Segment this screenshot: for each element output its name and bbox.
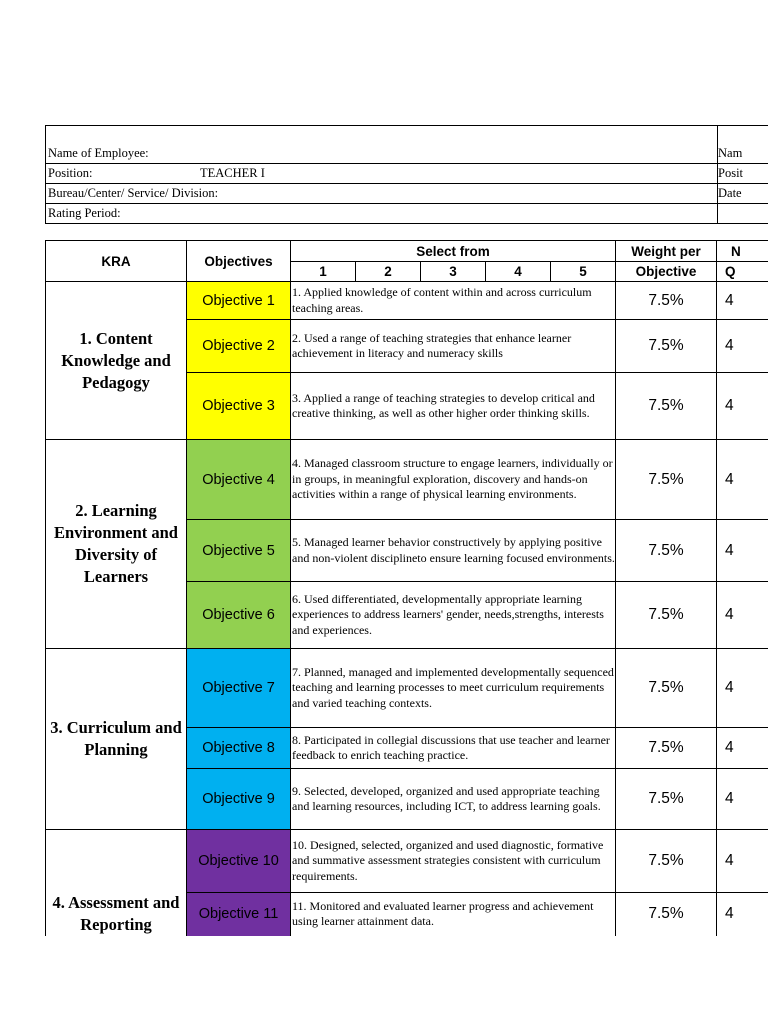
scale-4-header: 4 [486, 262, 551, 282]
review-date-label: Date [718, 186, 742, 200]
rater-extra-row [716, 203, 768, 224]
objective-11-label: Objective 11 [187, 892, 291, 936]
partial-column-header: N [717, 241, 768, 262]
objective-6-description: 6. Used differentiated, developmentally appropriate learning experiences to address learners' gender, needs,strengths, interests and experiences. [291, 582, 616, 649]
objective-6-weight: 7.5% [616, 582, 717, 649]
kra-4-title: 4. Assessment and Reporting [46, 830, 187, 937]
objective-2-label: Objective 2 [187, 320, 291, 373]
objective-10-weight: 7.5% [616, 830, 717, 893]
scale-1-header: 1 [291, 262, 356, 282]
rating-period-row [46, 203, 717, 224]
objective-5-quality: 4 [717, 520, 768, 582]
scale-5-header: 5 [551, 262, 616, 282]
kra-2-title: 2. Learning Environment and Diversity of Learners [46, 440, 187, 649]
objectives-column-header: Objectives [187, 241, 291, 282]
rating-period-label: Rating Period: [48, 206, 121, 220]
rater-info-block [716, 125, 768, 224]
objective-11-weight: 7.5% [616, 892, 717, 936]
position-value[interactable]: TEACHER I [200, 166, 265, 180]
objective-6-quality: 4 [717, 582, 768, 649]
objective-4-description: 4. Managed classroom structure to engage learners, individually or in groups, in meaningful exploration, discovery and hands-on activities within a range of physical learning environments. [291, 440, 616, 520]
objective-6-label: Objective 6 [187, 582, 291, 649]
rater-position-label: Posit [718, 166, 744, 180]
objective-2-description: 2. Used a range of teaching strategies that enhance learner achievement in literacy and numeracy skills [291, 320, 616, 373]
objective-3-weight: 7.5% [616, 373, 717, 440]
objective-9-quality: 4 [717, 769, 768, 830]
quality-subheader: Q [717, 262, 768, 282]
review-date-row [716, 183, 768, 204]
objective-8-weight: 7.5% [616, 728, 717, 769]
objective-11-quality: 4 [717, 892, 768, 936]
employee-name-row [46, 143, 717, 164]
objective-1-quality: 4 [717, 282, 768, 320]
division-row [46, 183, 717, 204]
objective-2-quality: 4 [717, 320, 768, 373]
division-label: Bureau/Center/ Service/ Division: [48, 186, 219, 200]
objective-8-description: 8. Participated in collegial discussions that use teacher and learner feedback to enrich teaching practice. [291, 728, 616, 769]
weight-header-line1: Weight per [616, 241, 717, 262]
objective-8-quality: 4 [717, 728, 768, 769]
objective-10-quality: 4 [717, 830, 768, 893]
objective-3-label: Objective 3 [187, 373, 291, 440]
objective-8-label: Objective 8 [187, 728, 291, 769]
kra-table [45, 240, 768, 936]
rater-name-row [716, 143, 768, 164]
objective-7-weight: 7.5% [616, 649, 717, 728]
scale-3-header: 3 [421, 262, 486, 282]
objective-11-description: 11. Monitored and evaluated learner progress and achievement using learner attainment data. [291, 892, 616, 936]
table-row [46, 282, 768, 320]
position-row [46, 163, 717, 184]
kra-3-title: 3. Curriculum and Planning [46, 649, 187, 830]
scale-2-header: 2 [356, 262, 421, 282]
kra-column-header: KRA [46, 241, 187, 282]
objective-1-label: Objective 1 [187, 282, 291, 320]
objective-4-label: Objective 4 [187, 440, 291, 520]
table-row [46, 649, 768, 728]
objective-5-description: 5. Managed learner behavior constructively by applying positive and non-violent disciplineto ensure learning focused environments. [291, 520, 616, 582]
objective-10-description: 10. Designed, selected, organized and used diagnostic, formative and summative assessment strategies consistent with curriculum requirements. [291, 830, 616, 893]
objective-5-weight: 7.5% [616, 520, 717, 582]
objective-3-quality: 4 [717, 373, 768, 440]
weight-header-line2: Objective [616, 262, 717, 282]
table-header-row [46, 241, 768, 262]
table-row [46, 440, 768, 520]
select-from-header: Select from [291, 241, 616, 262]
objective-1-weight: 7.5% [616, 282, 717, 320]
employee-name-label: Name of Employee: [48, 146, 149, 160]
objective-7-description: 7. Planned, managed and implemented developmentally sequenced teaching and learning processes to meet curriculum requirements and varied teaching contexts. [291, 649, 616, 728]
rater-name-label: Nam [718, 146, 743, 160]
table-row [46, 830, 768, 893]
objective-4-weight: 7.5% [616, 440, 717, 520]
objective-9-description: 9. Selected, developed, organized and used appropriate teaching and learning resources, including ICT, to address learning goals. [291, 769, 616, 830]
appraisal-sheet [45, 125, 768, 936]
objective-9-weight: 7.5% [616, 769, 717, 830]
objective-3-description: 3. Applied a range of teaching strategies to develop critical and creative thinking, as well as other higher order thinking skills. [291, 373, 616, 440]
objective-5-label: Objective 5 [187, 520, 291, 582]
objective-7-label: Objective 7 [187, 649, 291, 728]
objective-10-label: Objective 10 [187, 830, 291, 893]
kra-1-title: 1. Content Knowledge and Pedagogy [46, 282, 187, 440]
objective-1-description: 1. Applied knowledge of content within and across curriculum teaching areas. [291, 282, 616, 320]
objective-2-weight: 7.5% [616, 320, 717, 373]
objective-7-quality: 4 [717, 649, 768, 728]
rater-position-row [716, 163, 768, 184]
objective-9-label: Objective 9 [187, 769, 291, 830]
employee-info-block [45, 125, 718, 224]
objective-4-quality: 4 [717, 440, 768, 520]
position-label: Position: [48, 166, 93, 180]
